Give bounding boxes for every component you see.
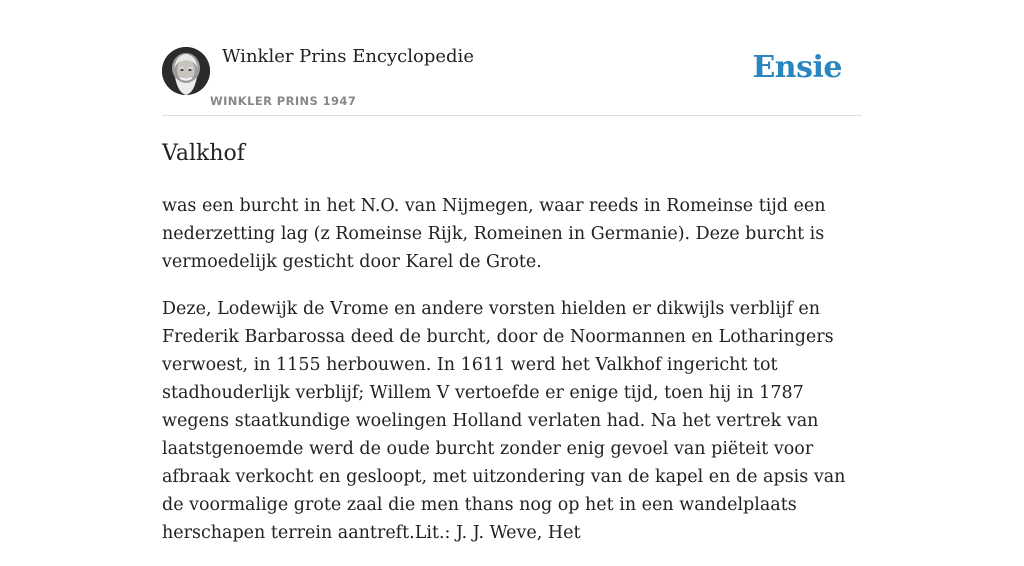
bearded-man-portrait-icon [162, 47, 210, 95]
article-title: Valkhof [162, 141, 245, 166]
avatar[interactable] [162, 47, 210, 95]
site-title[interactable]: Winkler Prins Encyclopedie [222, 46, 474, 67]
brand-logo[interactable]: Ensie [752, 50, 842, 85]
source-label[interactable]: WINKLER PRINS 1947 [210, 94, 357, 108]
page-header [162, 0, 862, 116]
article-paragraph: Deze, Lodewijk de Vrome en andere vorsten hielden er dikwijls verblijf en Frederik Barbarossa deed de burcht, door de Noormannen en Lotharingers verwoest, in 1155 herbouwen. In 1611 werd het Valkhof ingericht tot stadhouderlijk verblijf; Willem V vertoefde er enige tijd, toen hij in 1787 wegens staatkundige woelingen Holland verlaten had. Na het vertrek van laatstgenoemde werd de oude burcht zonder enig gevoel van piëteit voor afbraak verkocht en gesloopt, met uitzondering van de kapel en de apsis van de voormalige grote zaal die men thans nog op het in een wandelplaats herschapen terrein aantreft.Lit.: J. J. Weve, Het [162, 299, 846, 543]
page-container [162, 0, 862, 543]
article-paragraph: was een burcht in het N.O. van Nijmegen, waar reeds in Romeinse tijd een nederzetting lag (z Romeinse Rijk, Romeinen in Germanie). Deze burcht is vermoedelijk gesticht door Karel de Grote. [162, 196, 826, 272]
article-body [162, 192, 862, 566]
